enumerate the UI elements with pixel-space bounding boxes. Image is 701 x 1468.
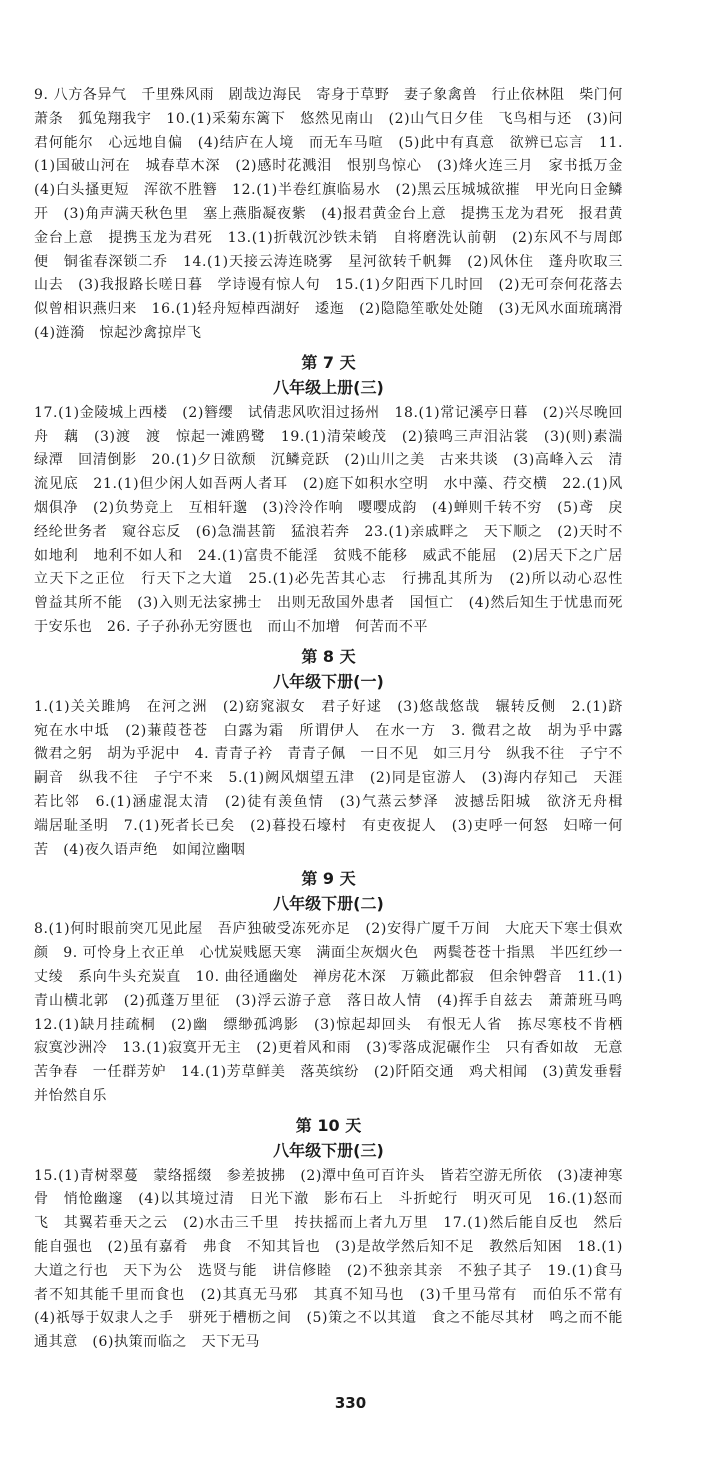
day-heading: 第 9 天 bbox=[301, 869, 356, 889]
section-day-8 bbox=[34, 644, 638, 863]
book-heading: 八年级上册(三) bbox=[273, 377, 384, 397]
section-day-10 bbox=[34, 1113, 638, 1355]
intro-paragraph: 9. 八方各异气 千里殊风雨 剧哉边海民 寄身于草野 妻子象禽兽 行止依林阻 柴门何萧条 狐兔翔我宇 10.(1)采菊东篱下 悠然见南山 (2)山气日夕佳 飞鸟相与还 (3)问君何能尔 心远地自偏 (4)结庐在人境 而无车马喧 (5)此中有真意 欲辨已忘言 11.(1)国破山河在 城春草木深 (2)感时花溅泪 恨别鸟惊心 (3)烽火连三月 家书抵万金 (4)白头搔更短 浑欲不胜簪 12.(1)半卷红旗临易水 (2)黑云压城城欲摧 甲光向日金鳞开 (3)角声满天秋色里 塞上燕脂凝夜紫 (4)报君黄金台上意 提携玉龙为君死 报君黄金台上意 提携玉龙为君死 13.(1)折戟沉沙铁未销 自将磨洗认前朝 (2)东风不与周郎便 铜雀春深锁二乔 14.(1)天接云涛连晓雾 星河欲转千帆舞 (2)风休住 蓬舟吹取三山去 (3)我报路长嗟日暮 学诗谩有惊人句 15.(1)夕阳西下几时回 (2)无可奈何花落去 似曾相识燕归来 16.(1)轻舟短棹西湖好 逶迤 (2)隐隐笙歌处处随 (3)无风水面琉璃滑 (4)涟漪 惊起沙禽掠岸飞 bbox=[34, 87, 638, 341]
section-day-7 bbox=[34, 350, 638, 640]
section-day-9 bbox=[34, 866, 638, 1108]
day-heading: 第 8 天 bbox=[301, 646, 356, 666]
book-heading: 八年级下册(一) bbox=[273, 671, 384, 691]
page-number: 330 bbox=[334, 1394, 367, 1412]
answer-paragraph: 1.(1)关关雎鸠 在河之洲 (2)窈窕淑女 君子好逑 (3)悠哉悠哉 辗转反侧 2.(1)跻 宛在水中坻 (2)蒹葭苍苍 白露为霜 所谓伊人 在水一方 3. 微君之故 胡为乎中露 微君之躬 胡为乎泥中 4. 青青子衿 青青子佩 一日不见 如三月兮 纵我不往 子宁不嗣音 纵我不往 子宁不来 5.(1)阙风烟望五津 (2)同是宦游人 (3)海内存知己 天涯若比邻 6.(1)涵虚混太清 (2)徒有羡鱼情 (3)气蒸云梦泽 波撼岳阳城 欲济无舟楫 端居耻圣明 7.(1)死者长已矣 (2)暮投石壕村 有吏夜捉人 (3)吏呼一何怒 妇啼一何苦 (4)夜久语声绝 如闻泣幽咽 bbox=[34, 698, 638, 858]
book-heading: 八年级下册(二) bbox=[273, 894, 384, 914]
day-heading: 第 7 天 bbox=[301, 352, 356, 372]
book-heading: 八年级下册(三) bbox=[273, 1140, 384, 1160]
day-heading: 第 10 天 bbox=[295, 1115, 362, 1135]
answer-paragraph: 8.(1)何时眼前突兀见此屋 吾庐独破受冻死亦足 (2)安得广厦千万间 大庇天下寒士俱欢颜 9. 可怜身上衣正单 心忧炭贱愿天寒 满面尘灰烟火色 两鬓苍苍十指黑 半匹红纱一丈绫 系向牛头充炭直 10. 曲径通幽处 禅房花木深 万籁此都寂 但余钟磬音 11.(1)青山横北郭 (2)孤蓬万里征 (3)浮云游子意 落日故人情 (4)挥手自兹去 萧萧班马鸣 12.(1)缺月挂疏桐 (2)幽 缥缈孤鸿影 (3)惊起却回头 有恨无人省 拣尽寒枝不肯栖 寂寞沙洲冷 13.(1)寂寞开无主 (2)更着风和雨 (3)零落成泥碾作尘 只有香如故 无意苦争春 一任群芳妒 14.(1)芳草鲜美 落英缤纷 (2)阡陌交通 鸡犬相闻 (3)黄发垂髫 并怡然自乐 bbox=[34, 921, 638, 1104]
answer-paragraph: 15.(1)青树翠蔓 蒙络摇缀 参差披拂 (2)潭中鱼可百许头 皆若空游无所依 (3)凄神寒骨 悄怆幽邃 (4)以其境过清 日光下澈 影布石上 斗折蛇行 明灭可见 16.(1)怒而飞 其翼若垂天之云 (2)水击三千里 抟扶摇而上者九万里 17.(1)然后能自反也 然后能自强也 (2)虽有嘉肴 弗食 不知其旨也 (3)是故学然后知不足 教然后知困 18.(1)大道之行也 天下为公 选贤与能 讲信修睦 (2)不独亲其亲 不独子其子 19.(1)食马者不知其能千里而食也 (2)其真无马邪 其真不知马也 (3)千里马常有 而伯乐不常有 (4)祇辱于奴隶人之手 骈死于槽枥之间 (5)策之不以其道 食之不能尽其材 鸣之而不能通其意 (6)执策而临之 天下无马 bbox=[34, 1167, 638, 1351]
answer-paragraph: 17.(1)金陵城上西楼 (2)簪缨 试倩悲风吹泪过扬州 18.(1)常记溪亭日暮 (2)兴尽晚回舟 藕 (3)渡 渡 惊起一滩鸥鹭 19.(1)清荣峻茂 (2)猿鸣三声泪沾裳 (3)(则)素湍绿潭 回清倒影 20.(1)夕日欲颓 沉鳞竞跃 (2)山川之美 古来共谈 (3)高峰入云 清流见底 21.(1)但少闲人如吾两人者耳 (2)庭下如积水空明 水中藻、荇交横 22.(1)风烟俱净 (2)负势竞上 互相轩邈 (3)泠泠作响 嘤嘤成韵 (4)蝉则千转不穷 (5)鸢 戾 经纶世务者 窥谷忘反 (6)急湍甚箭 猛浪若奔 23.(1)亲戚畔之 天下顺之 (2)天时不如地利 地利不如人和 24.(1)富贵不能淫 贫贱不能移 威武不能屈 (2)居天下之广居 立天下之正位 行天下之大道 25.(1)必先苦其心志 行拂乱其所为 (2)所以动心忍性 曾益其所不能 (3)入则无法家拂士 出则无敌国外患者 国恒亡 (4)然后知生于忧患而死于安乐也 26. 子子孙孙无穷匮也 而山不加增 何苦而不平 bbox=[34, 404, 638, 635]
